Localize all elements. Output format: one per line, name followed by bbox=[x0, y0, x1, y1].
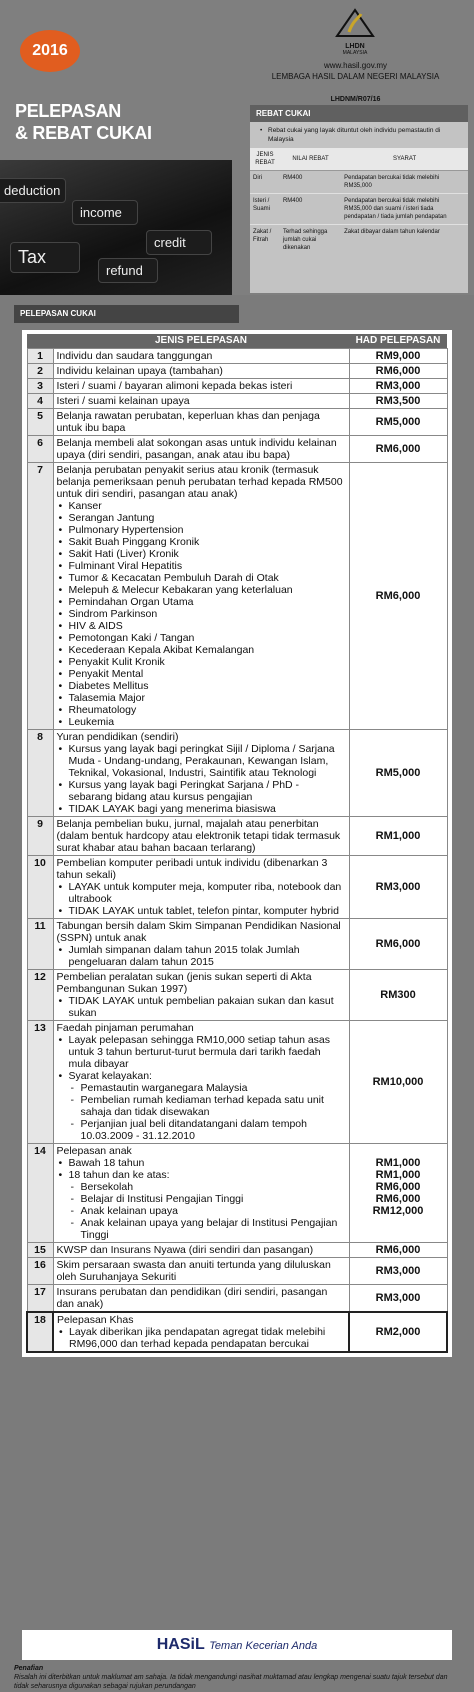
relief-type bbox=[53, 1312, 349, 1352]
relief-type bbox=[53, 1021, 349, 1144]
row-number: 7 bbox=[27, 463, 53, 730]
rebat-header: SYARAT bbox=[341, 148, 468, 171]
relief-items bbox=[57, 944, 346, 968]
row-number: 17 bbox=[27, 1285, 53, 1313]
relief-text: Skim persaraan swasta dan anuiti tertunda yang diluluskan oleh Suruhanjaya Sekuriti bbox=[56, 1259, 331, 1283]
relief-text: Belanja rawatan perubatan, keperluan khas dan penjaga untuk ibu bapa bbox=[56, 410, 320, 434]
list-item: • Bawah 18 tahun bbox=[69, 1157, 346, 1169]
amount-line: RM6,000 bbox=[375, 1193, 421, 1205]
disclaimer-title: Penafian bbox=[14, 1665, 44, 1672]
relief-type bbox=[53, 919, 349, 970]
relief-items bbox=[57, 995, 346, 1019]
list-item: - Anak kelainan upaya yang belajar di Institusi Pengajian Tinggi bbox=[81, 1217, 346, 1241]
row-number: 18 bbox=[27, 1312, 53, 1352]
table-row bbox=[250, 171, 468, 194]
list-item: • 18 tahun dan ke atas: bbox=[69, 1169, 346, 1181]
list-item: • Penyakit Kulit Kronik bbox=[69, 656, 346, 668]
amount-line: RM1,000 bbox=[375, 1157, 421, 1169]
pelepasan-title: PELEPASAN CUKAI bbox=[14, 305, 239, 323]
row-number: 5 bbox=[27, 409, 53, 436]
relief-text: Belanja perubatan penyakit serius atau kronik (termasuk belanja pemeriksaan penuh perubatan terhad kepada RM500 untuk diri sendiri, pasangan atau anak) bbox=[56, 464, 343, 500]
rebat-cell: Zakat / Fitrah bbox=[250, 225, 280, 256]
relief-type bbox=[53, 856, 349, 919]
relief-amount: RM3,000 bbox=[349, 856, 447, 919]
table-row bbox=[27, 1021, 447, 1144]
relief-amount: RM3,500 bbox=[349, 394, 447, 409]
list-item: • Kursus yang layak bagi peringkat Sijil / Diploma / Sarjana Muda - Undang-undang, Perakaunan, Kewangan Islam, Teknikal, Vokasional, Industri, Saintifik atau Teknologi bbox=[69, 743, 346, 779]
table-row bbox=[27, 379, 447, 394]
table-row bbox=[27, 349, 447, 364]
relief-items bbox=[57, 500, 346, 728]
relief-text: Isteri / suami kelainan upaya bbox=[56, 395, 190, 407]
table-row bbox=[250, 225, 468, 256]
list-item: - Belajar di Institusi Pengajian Tinggi bbox=[81, 1193, 346, 1205]
site-info bbox=[248, 60, 463, 105]
table-row bbox=[250, 194, 468, 225]
header bbox=[0, 0, 474, 295]
relief-type bbox=[53, 394, 349, 409]
rebat-cell: Pendapatan bercukai tidak melebihi RM35,000 dan suami / isteri tiada pendapatan / tiada jumlah pendapatan bbox=[341, 194, 468, 225]
relief-type bbox=[53, 970, 349, 1021]
relief-type bbox=[53, 817, 349, 856]
list-item: • Syarat kelayakan: bbox=[69, 1070, 346, 1082]
list-item: • Sakit Buah Pinggang Kronik bbox=[69, 536, 346, 548]
relief-items bbox=[57, 1034, 346, 1082]
pelepasan-panel bbox=[22, 330, 452, 1357]
lhdn-logo-icon bbox=[335, 8, 375, 38]
relief-type bbox=[53, 409, 349, 436]
row-number: 1 bbox=[27, 349, 53, 364]
list-item: • Sakit Hati (Liver) Kronik bbox=[69, 548, 346, 560]
relief-amount: RM6,000 bbox=[349, 364, 447, 379]
relief-amount: RM6,000 bbox=[349, 436, 447, 463]
row-number: 11 bbox=[27, 919, 53, 970]
title-line1: PELEPASAN bbox=[15, 101, 121, 121]
relief-amount: RM6,000 bbox=[349, 463, 447, 730]
table-row bbox=[27, 1144, 447, 1243]
rebat-title: REBAT CUKAI bbox=[250, 105, 468, 122]
title-line2: & REBAT CUKAI bbox=[15, 123, 152, 143]
relief-amount: RM5,000 bbox=[349, 409, 447, 436]
page-title bbox=[15, 100, 152, 144]
relief-items bbox=[57, 1157, 346, 1181]
relief-items bbox=[57, 743, 346, 815]
relief-type bbox=[53, 1285, 349, 1313]
table-row bbox=[27, 1312, 447, 1352]
logo-subtext: MALAYSIA bbox=[342, 50, 368, 56]
key-tax: Tax bbox=[10, 242, 80, 273]
rebat-table bbox=[250, 148, 468, 255]
key-refund: refund bbox=[98, 258, 158, 283]
relief-type bbox=[53, 436, 349, 463]
relief-type bbox=[53, 349, 349, 364]
table-row bbox=[27, 970, 447, 1021]
list-item: • Sindrom Parkinson bbox=[69, 608, 346, 620]
rebat-note: • Rebat cukai yang layak dituntut oleh individu pemastautin di Malaysia bbox=[250, 122, 468, 148]
org-name: LEMBAGA HASIL DALAM NEGERI MALAYSIA bbox=[271, 72, 440, 81]
keyboard-image bbox=[0, 160, 232, 295]
list-item: • Pulmonary Hypertension bbox=[69, 524, 346, 536]
list-item: • Tumor & Kecacatan Pembuluh Darah di Otak bbox=[69, 572, 346, 584]
key-income: income bbox=[72, 200, 138, 225]
logo-text: LHDN bbox=[345, 43, 365, 50]
list-item: • Diabetes Mellitus bbox=[69, 680, 346, 692]
table-row bbox=[27, 394, 447, 409]
relief-subitems bbox=[57, 1181, 346, 1241]
table-row bbox=[27, 409, 447, 436]
relief-type bbox=[53, 463, 349, 730]
column-header: JENIS PELEPASAN bbox=[53, 334, 349, 349]
relief-text: Tabungan bersih dalam Skim Simpanan Pendidikan Nasional (SSPN) untuk anak bbox=[56, 920, 341, 944]
relief-text: Pelepasan anak bbox=[56, 1145, 132, 1157]
row-number: 10 bbox=[27, 856, 53, 919]
row-number: 6 bbox=[27, 436, 53, 463]
list-item: • TIDAK LAYAK untuk tablet, telefon pintar, komputer hybrid bbox=[69, 905, 346, 917]
relief-subitems bbox=[57, 1082, 346, 1142]
list-item: • Penyakit Mental bbox=[69, 668, 346, 680]
row-number: 14 bbox=[27, 1144, 53, 1243]
relief-text: Pembelian peralatan sukan (jenis sukan seperti di Akta Pembangunan Sukan 1997) bbox=[56, 971, 312, 995]
table-row bbox=[27, 1258, 447, 1285]
list-item: • HIV & AIDS bbox=[69, 620, 346, 632]
relief-amount: RM2,000 bbox=[349, 1312, 447, 1352]
disclaimer-text: Risalah ini diterbitkan untuk maklumat am sahaja. Ia tidak mengandungi nasihat muktamad atau lengkap mengenai suatu tajuk tersebut dan tidak seharusnya digunakan sebagai rujukan perundangan bbox=[14, 1674, 448, 1690]
list-item: • LAYAK untuk komputer meja, komputer riba, notebook dan ultrabook bbox=[69, 881, 346, 905]
ref-code: LHDNM/R07/16 bbox=[330, 96, 381, 103]
relief-amount: RM3,000 bbox=[349, 1258, 447, 1285]
row-number: 3 bbox=[27, 379, 53, 394]
amount-line: RM12,000 bbox=[372, 1205, 424, 1217]
relief-amount: RM6,000 bbox=[349, 919, 447, 970]
rebat-cell: Pendapatan bercukai tidak melebihi RM35,000 bbox=[341, 171, 468, 194]
row-number: 15 bbox=[27, 1243, 53, 1258]
list-item: • Layak diberikan jika pendapatan agregat tidak melebihi RM96,000 dan terhad kepada pendapatan bercukai bbox=[69, 1326, 345, 1350]
key-deduction: deduction bbox=[0, 178, 66, 203]
relief-text: Pembelian komputer peribadi untuk individu (dibenarkan 3 tahun sekali) bbox=[56, 857, 328, 881]
relief-text: Insurans perubatan dan pendidikan (diri sendiri, pasangan dan anak) bbox=[56, 1286, 328, 1310]
relief-amount: RM300 bbox=[349, 970, 447, 1021]
list-item: • Talasemia Major bbox=[69, 692, 346, 704]
relief-items bbox=[57, 881, 346, 917]
relief-text: Faedah pinjaman perumahan bbox=[56, 1022, 194, 1034]
row-number: 13 bbox=[27, 1021, 53, 1144]
rebat-cell: RM400 bbox=[280, 171, 341, 194]
table-row bbox=[27, 436, 447, 463]
rebat-header: NILAI REBAT bbox=[280, 148, 341, 171]
list-item: - Bersekolah bbox=[81, 1181, 346, 1193]
rebat-cell: Diri bbox=[250, 171, 280, 194]
relief-text: Individu kelainan upaya (tambahan) bbox=[56, 365, 223, 377]
table-row bbox=[27, 1243, 447, 1258]
disclaimer bbox=[14, 1664, 464, 1691]
relief-type bbox=[53, 1144, 349, 1243]
list-item: • Rheumatology bbox=[69, 704, 346, 716]
list-item: - Perjanjian jual beli ditandatangani dalam tempoh 10.03.2009 - 31.12.2010 bbox=[81, 1118, 346, 1142]
table-row bbox=[27, 364, 447, 379]
relief-text: KWSP dan Insurans Nyawa (diri sendiri dan pasangan) bbox=[56, 1244, 314, 1256]
relief-amount: RM6,000 bbox=[349, 1243, 447, 1258]
relief-text: Yuran pendidikan (sendiri) bbox=[56, 731, 179, 743]
relief-text: Isteri / suami / bayaran alimoni kepada bekas isteri bbox=[56, 380, 293, 392]
rebat-cell: Terhad sehingga jumlah cukai dikenakan bbox=[280, 225, 341, 256]
list-item: • Jumlah simpanan dalam tahun 2015 tolak Jumlah pengeluaran dalam tahun 2015 bbox=[69, 944, 346, 968]
lhdn-logo bbox=[330, 8, 380, 56]
list-item: - Pemastautin warganegara Malaysia bbox=[81, 1082, 346, 1094]
relief-text: Belanja membeli alat sokongan asas untuk individu kelainan upaya (diri sendiri, pasangan, anak atau ibu bapa) bbox=[56, 437, 337, 461]
list-item: • Kursus yang layak bagi Peringkat Sarjana / PhD - sebarang bidang atau kursus pengajian bbox=[69, 779, 346, 803]
relief-type bbox=[53, 379, 349, 394]
relief-text: Belanja pembelian buku, jurnal, majalah atau penerbitan (dalam bentuk hardcopy atau elektronik tetapi tidak termasuk surat khabar atau bahan bacaan terlarang) bbox=[56, 818, 341, 854]
relief-amount: RM10,000 bbox=[349, 1021, 447, 1144]
row-number: 8 bbox=[27, 730, 53, 817]
amount-line: RM6,000 bbox=[375, 1181, 421, 1193]
pelepasan-table bbox=[26, 334, 448, 1353]
list-item: - Pembelian rumah kediaman terhad kepada satu unit sahaja dan tidak disewakan bbox=[81, 1094, 346, 1118]
relief-amount: RM1,000 bbox=[349, 817, 447, 856]
relief-amount: RM3,000 bbox=[349, 1285, 447, 1313]
website: www.hasil.gov.my bbox=[324, 61, 387, 70]
table-row bbox=[27, 730, 447, 817]
relief-amount: RM9,000 bbox=[349, 349, 447, 364]
relief-type bbox=[53, 1258, 349, 1285]
relief-items bbox=[57, 1326, 345, 1350]
column-header: HAD PELEPASAN bbox=[349, 334, 447, 349]
list-item: • Pemindahan Organ Utama bbox=[69, 596, 346, 608]
relief-text: Individu dan saudara tanggungan bbox=[56, 350, 213, 362]
brand-tagline: Teman Kecerian Anda bbox=[209, 1640, 318, 1652]
rebat-cell: RM400 bbox=[280, 194, 341, 225]
rebat-header: JENIS REBAT bbox=[250, 148, 280, 171]
list-item: • Fulminant Viral Hepatitis bbox=[69, 560, 346, 572]
relief-text: Pelepasan Khas bbox=[57, 1314, 134, 1326]
relief-type bbox=[53, 364, 349, 379]
key-credit: credit bbox=[146, 230, 212, 255]
brand-logo: HASiL bbox=[156, 1636, 205, 1653]
table-row bbox=[27, 817, 447, 856]
rebat-cell: Isteri / Suami bbox=[250, 194, 280, 225]
list-item: • Serangan Jantung bbox=[69, 512, 346, 524]
relief-amount: RM3,000 bbox=[349, 379, 447, 394]
list-item: • Layak pelepasan sehingga RM10,000 setiap tahun asas untuk 3 tahun berturut-turut bermula dari tarikh faedah mula dibayar bbox=[69, 1034, 346, 1070]
list-item: • Leukemia bbox=[69, 716, 346, 728]
footer-brand bbox=[22, 1630, 452, 1660]
list-item: • Kecederaan Kepala Akibat Kemalangan bbox=[69, 644, 346, 656]
rebat-panel bbox=[250, 105, 468, 293]
row-number: 12 bbox=[27, 970, 53, 1021]
rebat-cell: Zakat dibayar dalam tahun kalendar bbox=[341, 225, 468, 256]
list-item: - Anak kelainan upaya bbox=[81, 1205, 346, 1217]
relief-amount: RM5,000 bbox=[349, 730, 447, 817]
row-number: 2 bbox=[27, 364, 53, 379]
row-number: 4 bbox=[27, 394, 53, 409]
relief-amount bbox=[349, 1144, 447, 1243]
list-item: • TIDAK LAYAK untuk pembelian pakaian sukan dan kasut sukan bbox=[69, 995, 346, 1019]
table-row bbox=[27, 919, 447, 970]
table-row bbox=[27, 856, 447, 919]
row-number: 16 bbox=[27, 1258, 53, 1285]
relief-type bbox=[53, 1243, 349, 1258]
row-number: 9 bbox=[27, 817, 53, 856]
amount-line: RM1,000 bbox=[375, 1169, 421, 1181]
relief-type bbox=[53, 730, 349, 817]
list-item: • Melepuh & Melecur Kebakaran yang keterlaluan bbox=[69, 584, 346, 596]
list-item: • Kanser bbox=[69, 500, 346, 512]
table-row bbox=[27, 463, 447, 730]
table-row bbox=[27, 1285, 447, 1313]
list-item: • Pemotongan Kaki / Tangan bbox=[69, 632, 346, 644]
list-item: • TIDAK LAYAK bagi yang menerima biasiswa bbox=[69, 803, 346, 815]
year-badge: 2016 bbox=[20, 30, 80, 72]
